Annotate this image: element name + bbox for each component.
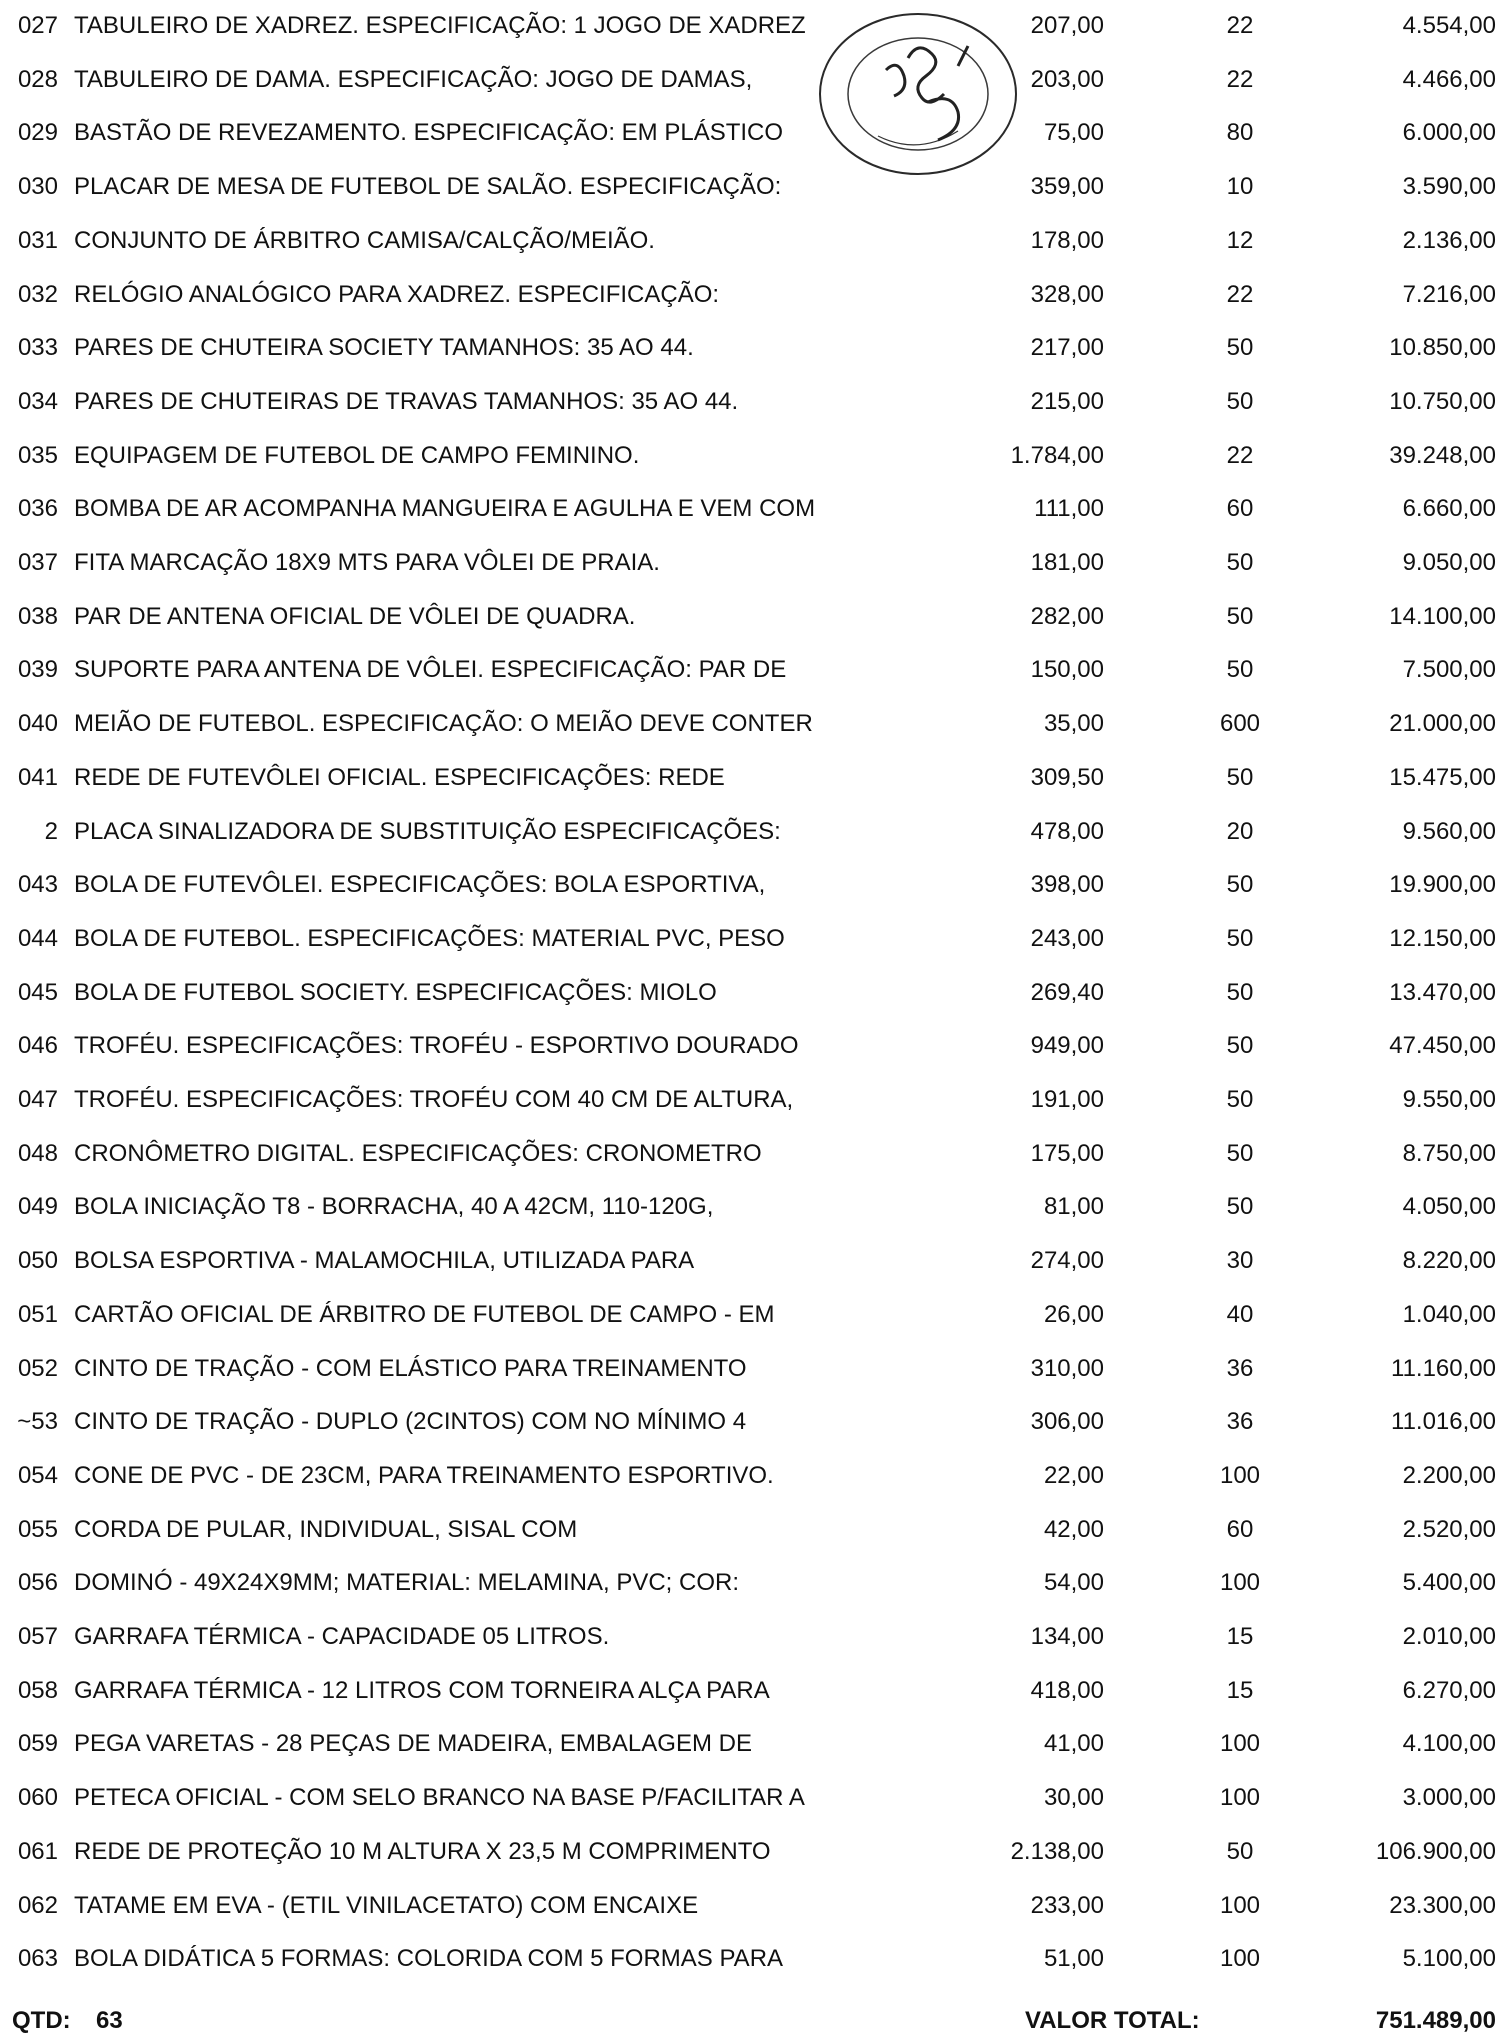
table-row	[0, 1456, 1503, 1496]
table-row	[0, 1563, 1503, 1603]
table-row	[0, 1295, 1503, 1335]
item-unit-price: 2.138,00	[1010, 1837, 1104, 1865]
item-quantity: 15	[1226, 1623, 1254, 1650]
item-unit-price: 22,00	[1043, 1461, 1104, 1489]
item-code: 039	[17, 656, 58, 684]
item-code: 2	[44, 817, 58, 845]
item-unit-price: 30,00	[1043, 1784, 1104, 1812]
item-quantity: 50	[1226, 387, 1254, 415]
item-code: 044	[17, 924, 58, 952]
item-quantity: 50	[1226, 978, 1254, 1006]
table-row	[0, 1187, 1503, 1227]
item-unit-price: 398,00	[1030, 871, 1104, 899]
item-description: PLACA SINALIZADORA DE SUBSTITUIÇÃO ESPECIFICAÇÕES:	[74, 817, 781, 845]
item-quantity: 50	[1226, 1139, 1254, 1167]
table-row	[0, 1671, 1503, 1711]
item-description: GARRAFA TÉRMICA - CAPACIDADE 05 LITROS.	[74, 1623, 610, 1650]
item-quantity: 50	[1226, 1193, 1254, 1221]
item-code: 048	[17, 1139, 58, 1167]
table-row	[0, 1778, 1503, 1818]
table-row	[0, 543, 1503, 583]
item-quantity: 36	[1226, 1408, 1254, 1436]
item-quantity: 100	[1219, 1784, 1261, 1812]
item-quantity: 10	[1226, 173, 1254, 201]
table-row	[0, 221, 1503, 261]
item-total: 6.660,00	[1402, 495, 1496, 523]
item-unit-price: 269,40	[1030, 978, 1104, 1006]
item-code: 043	[17, 871, 58, 899]
item-quantity: 36	[1226, 1354, 1254, 1382]
item-code: 032	[17, 280, 58, 308]
item-description: CONE DE PVC - DE 23CM, PARA TREINAMENTO ESPORTIVO.	[74, 1461, 774, 1489]
quantity-label: QTD:	[12, 2007, 71, 2034]
item-unit-price: 359,00	[1030, 173, 1104, 201]
item-code: 028	[17, 65, 58, 93]
item-total: 6.270,00	[1402, 1676, 1496, 1704]
item-unit-price: 191,00	[1030, 1086, 1104, 1113]
item-total: 2.520,00	[1402, 1515, 1496, 1543]
item-description: BOLA DIDÁTICA 5 FORMAS: COLORIDA COM 5 FORMAS PARA	[74, 1945, 784, 1973]
item-code: 037	[17, 549, 58, 576]
item-quantity: 100	[1219, 1730, 1261, 1758]
item-quantity: 22	[1226, 441, 1254, 469]
table-row	[0, 812, 1503, 852]
item-unit-price: 35,00	[1043, 710, 1104, 738]
table-row	[0, 1886, 1503, 1926]
table-row	[0, 328, 1503, 368]
item-code: 062	[17, 1891, 58, 1919]
item-description: REDE DE FUTEVÔLEI OFICIAL. ESPECIFICAÇÕES: REDE	[74, 763, 725, 791]
item-unit-price: 51,00	[1043, 1945, 1104, 1973]
item-unit-price: 233,00	[1030, 1891, 1104, 1919]
item-unit-price: 203,00	[1030, 65, 1104, 93]
item-total: 47.450,00	[1389, 1032, 1496, 1060]
table-row	[0, 973, 1503, 1013]
official-seal-stamp	[808, 6, 1028, 186]
table-row	[0, 1402, 1503, 1442]
item-total: 15.475,00	[1389, 763, 1496, 791]
item-description: BOLA DE FUTEBOL. ESPECIFICAÇÕES: MATERIAL PVC, PESO	[74, 924, 785, 952]
table-row	[0, 919, 1503, 959]
item-code: 034	[17, 387, 58, 415]
item-code: 050	[17, 1247, 58, 1275]
item-quantity: 50	[1226, 549, 1254, 576]
item-description: BOLSA ESPORTIVA - MALAMOCHILA, UTILIZADA PARA	[74, 1247, 695, 1275]
item-code: 063	[17, 1945, 58, 1973]
quantity-value: 63	[96, 2007, 123, 2034]
table-row	[0, 1241, 1503, 1281]
item-total: 13.470,00	[1389, 978, 1496, 1006]
item-unit-price: 81,00	[1043, 1193, 1104, 1221]
table-row	[0, 1080, 1503, 1120]
item-code: 027	[17, 12, 58, 39]
item-quantity: 600	[1219, 710, 1261, 738]
item-description: RELÓGIO ANALÓGICO PARA XADREZ. ESPECIFICAÇÃO:	[74, 280, 720, 308]
table-row	[0, 758, 1503, 798]
item-quantity: 100	[1219, 1945, 1261, 1973]
item-total: 2.010,00	[1402, 1623, 1496, 1650]
item-total: 8.220,00	[1402, 1247, 1496, 1275]
item-code: 055	[17, 1515, 58, 1543]
item-total: 3.000,00	[1402, 1784, 1496, 1812]
table-row	[0, 865, 1503, 905]
item-unit-price: 26,00	[1043, 1300, 1104, 1328]
item-unit-price: 328,00	[1030, 280, 1104, 308]
item-quantity: 22	[1226, 12, 1254, 39]
item-quantity: 30	[1226, 1247, 1254, 1275]
item-unit-price: 75,00	[1043, 119, 1104, 147]
item-description: PEGA VARETAS - 28 PEÇAS DE MADEIRA, EMBALAGEM DE	[74, 1730, 752, 1758]
item-unit-price: 111,00	[1034, 495, 1104, 523]
item-description: REDE DE PROTEÇÃO 10 M ALTURA X 23,5 M COMPRIMENTO	[74, 1837, 771, 1865]
table-row	[0, 597, 1503, 637]
item-code: 054	[17, 1461, 58, 1489]
table-row	[0, 113, 1503, 153]
item-description: PAR DE ANTENA OFICIAL DE VÔLEI DE QUADRA.	[74, 602, 636, 630]
item-description: PLACAR DE MESA DE FUTEBOL DE SALÃO. ESPECIFICAÇÃO:	[74, 173, 782, 201]
item-code: 046	[17, 1032, 58, 1060]
item-total: 12.150,00	[1389, 924, 1496, 952]
item-code: 029	[17, 119, 58, 147]
item-unit-price: 243,00	[1030, 924, 1104, 952]
item-description: TROFÉU. ESPECIFICAÇÕES: TROFÉU - ESPORTIVO DOURADO	[74, 1032, 799, 1060]
table-row	[0, 1134, 1503, 1174]
table-row	[0, 1510, 1503, 1550]
table-row	[0, 167, 1503, 207]
item-description: EQUIPAGEM DE FUTEBOL DE CAMPO FEMININO.	[74, 441, 640, 469]
table-row	[0, 704, 1503, 744]
item-unit-price: 175,00	[1030, 1139, 1104, 1167]
item-unit-price: 309,50	[1030, 763, 1104, 791]
item-total: 4.554,00	[1402, 12, 1496, 39]
item-quantity: 50	[1226, 924, 1254, 952]
item-total: 11.160,00	[1391, 1354, 1496, 1382]
item-unit-price: 41,00	[1043, 1730, 1104, 1758]
item-quantity: 22	[1226, 280, 1254, 308]
item-code: 030	[17, 173, 58, 201]
item-total: 4.050,00	[1402, 1193, 1496, 1221]
item-unit-price: 42,00	[1043, 1515, 1104, 1543]
item-code: 040	[17, 710, 58, 738]
item-unit-price: 134,00	[1030, 1623, 1104, 1650]
item-total: 14.100,00	[1389, 602, 1496, 630]
item-quantity: 50	[1226, 656, 1254, 684]
item-description: PARES DE CHUTEIRA SOCIETY TAMANHOS: 35 AO 44.	[74, 334, 694, 362]
item-description: MEIÃO DE FUTEBOL. ESPECIFICAÇÃO: O MEIÃO DEVE CONTER	[74, 710, 813, 738]
item-code: 061	[17, 1837, 58, 1865]
item-total: 9.550,00	[1402, 1086, 1496, 1113]
item-description: CINTO DE TRAÇÃO - COM ELÁSTICO PARA TREINAMENTO	[74, 1354, 747, 1382]
item-total: 8.750,00	[1402, 1139, 1496, 1167]
item-total: 7.216,00	[1402, 280, 1496, 308]
item-quantity: 50	[1226, 602, 1254, 630]
item-quantity: 60	[1226, 495, 1254, 523]
item-quantity: 50	[1226, 1032, 1254, 1060]
table-row	[0, 1617, 1503, 1657]
item-code: 051	[17, 1300, 58, 1328]
item-code: 045	[17, 978, 58, 1006]
table-row	[0, 1939, 1503, 1979]
item-total: 19.900,00	[1389, 871, 1496, 899]
item-unit-price: 150,00	[1030, 656, 1104, 684]
item-code: 058	[17, 1676, 58, 1704]
item-total: 23.300,00	[1389, 1891, 1496, 1919]
item-description: PETECA OFICIAL - COM SELO BRANCO NA BASE P/FACILITAR A	[74, 1784, 805, 1812]
item-unit-price: 54,00	[1043, 1569, 1104, 1597]
item-code: 038	[17, 602, 58, 630]
item-unit-price: 949,00	[1030, 1032, 1104, 1060]
item-description: TABULEIRO DE XADREZ. ESPECIFICAÇÃO: 1 JOGO DE XADREZ	[74, 12, 806, 39]
item-description: BOMBA DE AR ACOMPANHA MANGUEIRA E AGULHA E VEM COM	[74, 495, 816, 523]
item-description: PARES DE CHUTEIRAS DE TRAVAS TAMANHOS: 35 AO 44.	[74, 387, 739, 415]
item-quantity: 50	[1226, 1837, 1254, 1865]
item-quantity: 20	[1226, 817, 1254, 845]
item-total: 5.400,00	[1402, 1569, 1496, 1597]
item-quantity: 12	[1226, 226, 1254, 254]
item-description: BOLA DE FUTEVÔLEI. ESPECIFICAÇÕES: BOLA ESPORTIVA,	[74, 871, 766, 899]
item-quantity: 80	[1226, 119, 1254, 147]
item-unit-price: 178,00	[1030, 226, 1104, 254]
item-description: TROFÉU. ESPECIFICAÇÕES: TROFÉU COM 40 CM DE ALTURA,	[74, 1086, 794, 1113]
table-row	[0, 6, 1503, 46]
item-unit-price: 207,00	[1030, 12, 1104, 39]
item-description: TATAME EM EVA - (ETIL VINILACETATO) COM ENCAIXE	[74, 1891, 699, 1919]
item-code: 052	[17, 1354, 58, 1382]
item-description: FITA MARCAÇÃO 18X9 MTS PARA VÔLEI DE PRAIA.	[74, 549, 660, 576]
table-row	[0, 60, 1503, 100]
item-description: CINTO DE TRAÇÃO - DUPLO (2CINTOS) COM NO MÍNIMO 4	[74, 1408, 747, 1436]
item-description: GARRAFA TÉRMICA - 12 LITROS COM TORNEIRA ALÇA PARA	[74, 1676, 770, 1704]
item-unit-price: 418,00	[1030, 1676, 1104, 1704]
item-quantity: 50	[1226, 871, 1254, 899]
item-code: 049	[17, 1193, 58, 1221]
item-unit-price: 215,00	[1030, 387, 1104, 415]
table-row	[0, 1026, 1503, 1066]
item-description: BOLA DE FUTEBOL SOCIETY. ESPECIFICAÇÕES: MIOLO	[74, 978, 717, 1006]
item-total: 9.050,00	[1402, 549, 1496, 576]
item-quantity: 100	[1219, 1461, 1261, 1489]
item-total: 10.850,00	[1389, 334, 1496, 362]
item-unit-price: 181,00	[1030, 549, 1104, 576]
table-row	[0, 1832, 1503, 1872]
item-total: 10.750,00	[1389, 387, 1496, 415]
item-total: 39.248,00	[1389, 441, 1496, 469]
item-code: 041	[17, 763, 58, 791]
item-code: 057	[17, 1623, 58, 1650]
item-quantity: 50	[1226, 334, 1254, 362]
item-total: 11.016,00	[1391, 1408, 1496, 1436]
item-total: 106.900,00	[1375, 1837, 1496, 1865]
item-total: 2.136,00	[1402, 226, 1496, 254]
table-row	[0, 1349, 1503, 1389]
table-row	[0, 489, 1503, 529]
item-code: 036	[17, 495, 58, 523]
item-description: CARTÃO OFICIAL DE ÁRBITRO DE FUTEBOL DE CAMPO - EM	[74, 1300, 775, 1328]
item-code: 056	[17, 1569, 58, 1597]
item-total: 3.590,00	[1402, 173, 1496, 201]
item-description: CONJUNTO DE ÁRBITRO CAMISA/CALÇÃO/MEIÃO.	[74, 226, 655, 254]
item-total: 4.100,00	[1402, 1730, 1496, 1758]
item-code: 035	[17, 441, 58, 469]
item-total: 4.466,00	[1402, 65, 1496, 93]
item-unit-price: 217,00	[1030, 334, 1104, 362]
item-unit-price: 1.784,00	[1010, 441, 1104, 469]
item-quantity: 100	[1219, 1891, 1261, 1919]
total-value-label: VALOR TOTAL:	[1025, 2007, 1200, 2034]
item-unit-price: 478,00	[1030, 817, 1104, 845]
table-row	[0, 1724, 1503, 1764]
item-quantity: 50	[1226, 763, 1254, 791]
item-unit-price: 282,00	[1030, 602, 1104, 630]
table-row	[0, 650, 1503, 690]
table-row	[0, 382, 1503, 422]
table-row	[0, 436, 1503, 476]
item-code: 060	[17, 1784, 58, 1812]
item-unit-price: 310,00	[1030, 1354, 1104, 1382]
item-quantity: 60	[1226, 1515, 1254, 1543]
item-description: BASTÃO DE REVEZAMENTO. ESPECIFICAÇÃO: EM PLÁSTICO	[74, 119, 784, 147]
item-quantity: 40	[1226, 1300, 1254, 1328]
item-unit-price: 306,00	[1030, 1408, 1104, 1436]
item-quantity: 22	[1226, 65, 1254, 93]
item-description: DOMINÓ - 49X24X9MM; MATERIAL: MELAMINA, PVC; COR:	[74, 1569, 740, 1597]
item-total: 2.200,00	[1402, 1461, 1496, 1489]
item-description: BOLA INICIAÇÃO T8 - BORRACHA, 40 A 42CM, 110-120G,	[74, 1193, 714, 1221]
item-code: 047	[17, 1086, 58, 1113]
item-total: 21.000,00	[1389, 710, 1496, 738]
item-quantity: 15	[1226, 1676, 1254, 1704]
item-total: 1.040,00	[1402, 1300, 1496, 1328]
table-row	[0, 275, 1503, 315]
item-description: SUPORTE PARA ANTENA DE VÔLEI. ESPECIFICAÇÃO: PAR DE	[74, 656, 787, 684]
item-total: 9.560,00	[1402, 817, 1496, 845]
item-description: CRONÔMETRO DIGITAL. ESPECIFICAÇÕES: CRONOMETRO	[74, 1139, 762, 1167]
item-total: 7.500,00	[1402, 656, 1496, 684]
item-total: 6.000,00	[1402, 119, 1496, 147]
item-code: 033	[17, 334, 58, 362]
item-code: ~53	[17, 1408, 58, 1436]
item-code: 059	[17, 1730, 58, 1758]
item-unit-price: 274,00	[1030, 1247, 1104, 1275]
item-description: CORDA DE PULAR, INDIVIDUAL, SISAL COM	[74, 1515, 578, 1543]
item-total: 5.100,00	[1402, 1945, 1496, 1973]
table-footer	[0, 2004, 1503, 2038]
item-quantity: 100	[1219, 1569, 1261, 1597]
item-description: TABULEIRO DE DAMA. ESPECIFICAÇÃO: JOGO DE DAMAS,	[74, 65, 753, 93]
item-code: 031	[17, 226, 58, 254]
total-value: 751.489,00	[1375, 2007, 1496, 2034]
item-quantity: 50	[1226, 1086, 1254, 1113]
